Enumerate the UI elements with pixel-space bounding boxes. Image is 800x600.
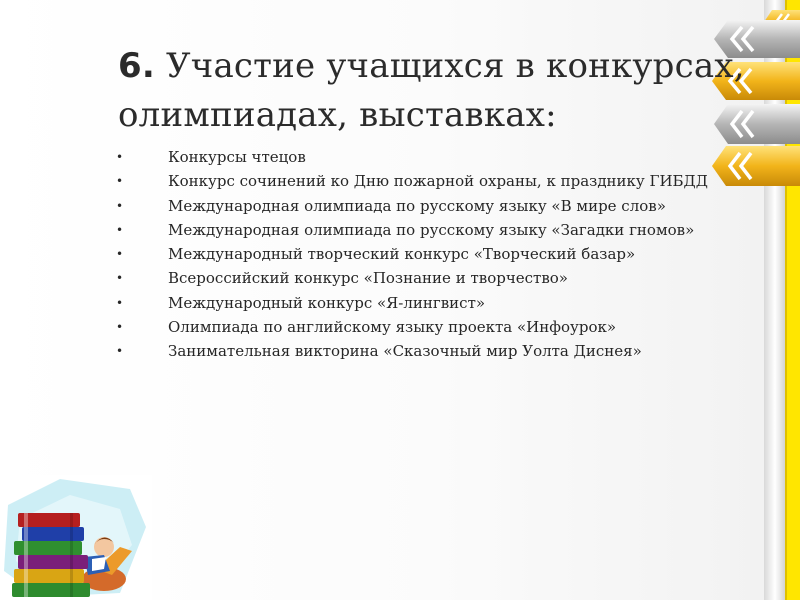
contest-list bbox=[116, 145, 708, 364]
list-item bbox=[116, 218, 708, 242]
list-item bbox=[116, 315, 708, 339]
bullet-icon: • bbox=[116, 174, 124, 189]
title-number: 6. bbox=[118, 46, 155, 86]
bullet-icon: • bbox=[116, 222, 124, 237]
list-item-text: Всероссийский конкурс «Познание и творчество» bbox=[168, 269, 568, 288]
list-item bbox=[116, 194, 708, 218]
list-item-text: Международный творческий конкурс «Творческий базар» bbox=[168, 245, 636, 264]
bullet-icon: • bbox=[116, 344, 124, 359]
bullet-icon: • bbox=[116, 271, 124, 286]
bullet-icon: • bbox=[116, 198, 124, 213]
books-icon bbox=[0, 475, 152, 600]
bullet-icon: • bbox=[116, 295, 124, 310]
chevron-bar-gold-3 bbox=[712, 146, 800, 186]
list-item bbox=[116, 169, 708, 193]
list-item-text: Международная олимпиада по русскому языку «В мире слов» bbox=[168, 196, 666, 215]
slide-title bbox=[118, 42, 758, 140]
list-item bbox=[116, 145, 708, 169]
list-item-text: Международная олимпиада по русскому языку «Загадки гномов» bbox=[168, 220, 695, 239]
list-item bbox=[116, 266, 708, 290]
title-text: Участие учащихся в конкурсах, олимпиадах, выставках: bbox=[118, 46, 745, 135]
bullet-icon: • bbox=[116, 150, 124, 164]
list-item-text: Занимательная викторина «Сказочный мир Уолта Диснея» bbox=[168, 342, 642, 361]
list-item-text: Международный конкурс «Я-лингвист» bbox=[168, 293, 486, 312]
list-item bbox=[116, 339, 708, 363]
list-item bbox=[116, 291, 708, 315]
list-item-text: Конкурс сочинений ко Дню пожарной охраны, к празднику ГИБДД bbox=[168, 172, 708, 191]
list-item-text: Олимпиада по английскому языку проекта «Инфоурок» bbox=[168, 318, 617, 337]
bullet-icon: • bbox=[116, 247, 124, 262]
bullet-icon: • bbox=[116, 320, 124, 335]
list-item bbox=[116, 242, 708, 266]
list-item-text: Конкурсы чтецов bbox=[168, 148, 306, 166]
